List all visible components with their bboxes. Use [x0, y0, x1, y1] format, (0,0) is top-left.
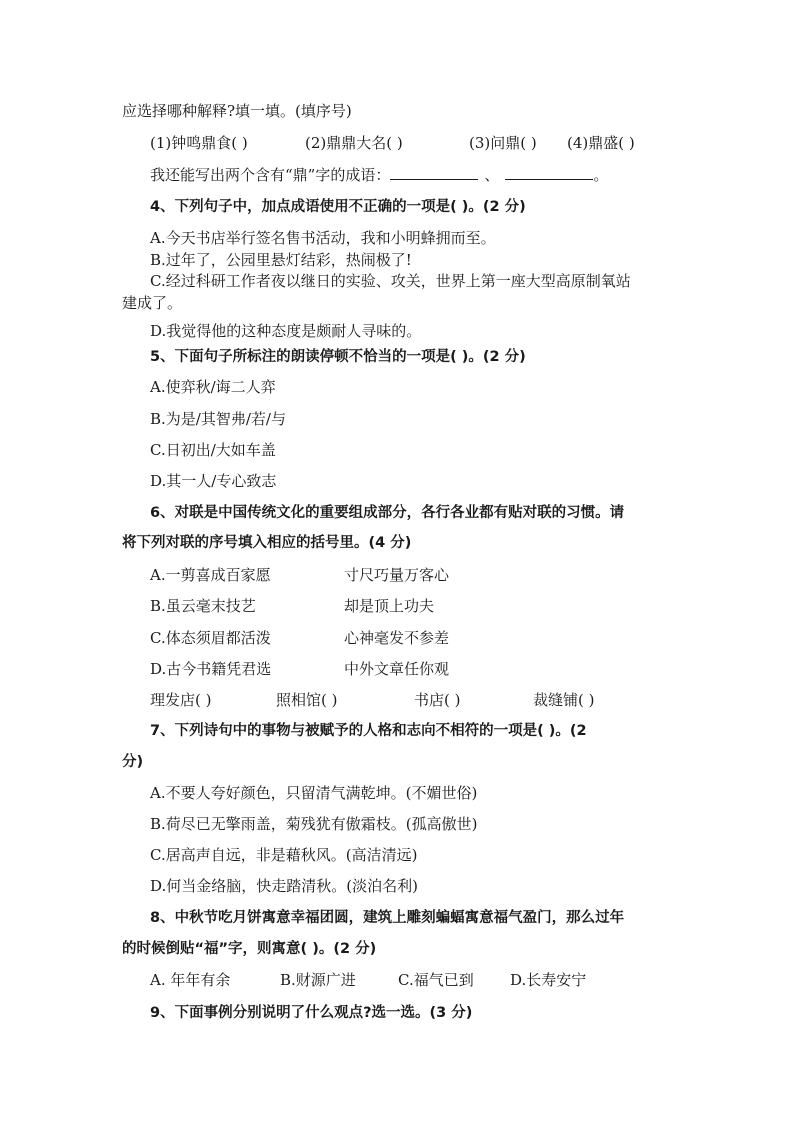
question-5-option-b: B.为是/其智弗/若/与 — [150, 410, 286, 428]
question-6-stem-line1: 6、对联是中国传统文化的重要组成部分，各行各业都有贴对联的习惯。请 — [150, 505, 625, 521]
shop-photo-studio: 照相馆( ) — [276, 691, 338, 709]
question-7-stem-line2: 分) — [122, 754, 144, 770]
shop-bookstore: 书店( ) — [414, 691, 461, 709]
ding-item-3: (3)问鼎( ) — [469, 134, 537, 152]
idioms-line — [150, 165, 608, 185]
couplet-a-left: A.一剪喜成百家愿 — [150, 566, 271, 584]
question-4-option-c-line1: C.经过科研工作者夜以继日的实验、攻关，世界上第一座大型高原制氧站 — [150, 272, 631, 290]
question-4-stem: 4、下列句子中，加点成语使用不正确的一项是( )。(2 分) — [150, 199, 526, 215]
question-8-option-a: A. 年年有余 — [150, 971, 231, 989]
question-5-option-c: C.日初出/大如车盖 — [150, 441, 276, 459]
couplet-a-right: 寸尺巧量万客心 — [344, 566, 450, 584]
intro-line: 应选择哪种解释?填一填。(填序号) — [122, 102, 352, 120]
couplet-c-right: 心神毫发不参差 — [344, 629, 450, 647]
question-8-option-c: C.福气已到 — [398, 971, 474, 989]
couplet-c-left: C.体态须眉都活泼 — [150, 629, 271, 647]
question-5-option-a: A.使弈秋/诲二人弈 — [150, 378, 276, 396]
couplet-b-right: 却是顶上功夫 — [344, 597, 435, 615]
question-7-option-d: D.何当金络脑，快走踏清秋。(淡泊名利) — [150, 877, 418, 895]
question-5-stem: 5、下面句子所标注的朗读停顿不恰当的一项是( )。(2 分) — [150, 349, 526, 365]
idioms-prefix: 我还能写出两个含有“鼎”字的成语： — [150, 166, 391, 184]
question-7-option-c: C.居高声自远，非是藉秋风。(高洁清远) — [150, 846, 418, 864]
question-8-stem-line1: 8、中秋节吃月饼寓意幸福团圆，建筑上雕刻蝙蝠寓意福气盈门，那么过年 — [150, 910, 625, 926]
question-4-option-c-line2: 建成了。 — [122, 294, 183, 312]
couplet-d-right: 中外文章任你观 — [344, 660, 450, 678]
couplet-b-left: B.虽云毫末技艺 — [150, 597, 256, 615]
ding-item-4: (4)鼎盛( ) — [567, 134, 635, 152]
question-8-option-b: B.财源广进 — [280, 971, 356, 989]
shop-tailor: 裁缝铺( ) — [533, 691, 595, 709]
question-4-option-d: D.我觉得他的这种态度是颇耐人寻味的。 — [150, 322, 422, 340]
question-5-option-d: D.其一人/专心致志 — [150, 472, 277, 490]
couplet-d-left: D.古今书籍凭君选 — [150, 660, 272, 678]
question-8-stem-line2: 的时候倒贴“福”字，则寓意( )。(2 分) — [122, 941, 377, 957]
question-9-stem: 9、下面事例分别说明了什么观点?选一选。(3 分) — [150, 1005, 473, 1021]
question-4-option-a: A.今天书店举行签名售书活动，我和小明蜂拥而至。 — [150, 229, 496, 247]
question-7-option-b: B.荷尽已无擎雨盖，菊残犹有傲霜枝。(孤高傲世) — [150, 815, 478, 833]
idiom-blank-1[interactable] — [390, 165, 478, 180]
ding-item-2: (2)鼎鼎大名( ) — [305, 134, 403, 152]
question-7-stem-line1: 7、下列诗句中的事物与被赋予的人格和志向不相符的一项是( )。(2 — [150, 723, 587, 739]
question-4-option-b: B.过年了，公园里悬灯结彩，热闹极了! — [150, 251, 412, 269]
idioms-end: 。 — [593, 166, 609, 184]
idioms-separator: 、 — [484, 166, 500, 184]
shop-barber: 理发店( ) — [150, 691, 212, 709]
question-6-stem-line2: 将下列对联的序号填入相应的括号里。(4 分) — [122, 535, 412, 551]
question-8-option-d: D.长寿安宁 — [510, 971, 587, 989]
idiom-blank-2[interactable] — [505, 165, 593, 180]
question-7-option-a: A.不要人夸好颜色，只留清气满乾坤。(不媚世俗) — [150, 784, 478, 802]
ding-item-1: (1)钟鸣鼎食( ) — [150, 134, 248, 152]
